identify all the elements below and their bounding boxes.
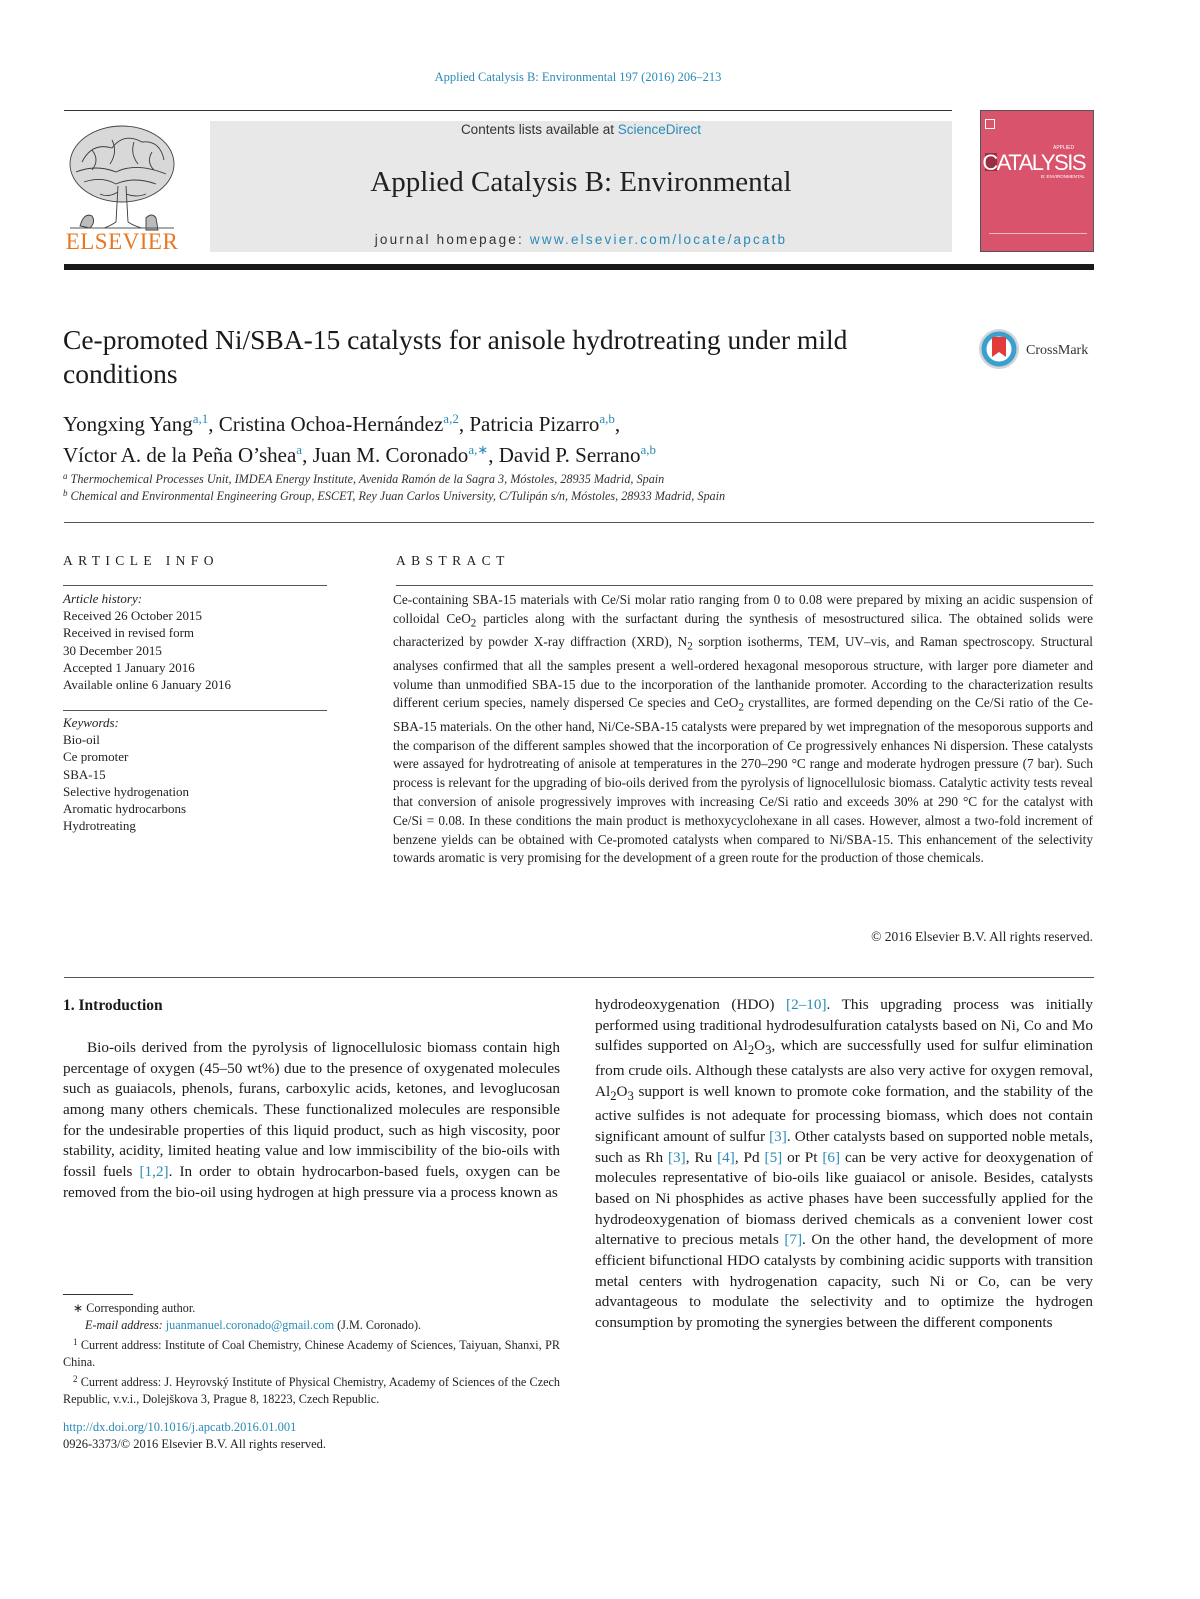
- email-link[interactable]: juanmanuel.coronado@gmail.com: [165, 1317, 335, 1332]
- chem-formula: N: [677, 634, 688, 650]
- crossmark-icon[interactable]: [978, 328, 1020, 370]
- footnotes: [63, 1300, 560, 1407]
- affiliation-text: Thermochemical Processes Unit, IMDEA Energy Institute, Avenida Ramón de la Sagra 3, Móstoles, 28935 Madrid, Spain: [70, 472, 665, 486]
- keyword-item: Ce promoter: [63, 749, 129, 765]
- keyword-item: Hydrotreating: [63, 818, 136, 834]
- homepage-line: [210, 232, 952, 247]
- journal-cover[interactable]: [980, 110, 1094, 252]
- cover-subtitle: B: ENVIRONMENTAL: [1041, 174, 1085, 179]
- article-history: [63, 590, 327, 693]
- chem-formula: CeO: [713, 695, 739, 711]
- citation-link[interactable]: [7]: [784, 1231, 803, 1249]
- footnote-text: (J.M. Coronado).: [334, 1317, 422, 1332]
- subscript: 2: [610, 1088, 617, 1103]
- body-text: . In order to obtain hydrocarbon-based fuels, oxygen can be removed from the bio-oil using hydrogen at high pressure via a process known as: [63, 1162, 560, 1201]
- footnote-mark: ∗: [73, 1301, 84, 1315]
- body-text: or Pt: [782, 1148, 823, 1166]
- abstract-segment: sorption isotherms, TEM, UV–vis, and Raman spectroscopy. Structural analyses confirmed that all the samples present a well-ordered hexagonal mesoporous structure, with larger pore diameter and volume than unmodified SBA-15 due to the incorporation of the lanthanide promoter. According to the characterization results different cerium species, namely dispersed Ce species and: [393, 634, 1093, 711]
- homepage-prefix: journal homepage:: [374, 232, 530, 247]
- subscript: 2: [747, 1043, 755, 1058]
- citation-link[interactable]: [3]: [769, 1128, 787, 1145]
- author-separator: ,: [302, 443, 313, 467]
- history-item: Received in revised form: [63, 625, 195, 641]
- title-block-rule: [64, 522, 1094, 523]
- affiliation-b: [63, 488, 1063, 504]
- subscript: 3: [627, 1088, 634, 1103]
- elsevier-wordmark: [62, 229, 182, 255]
- citation-link[interactable]: [3]: [668, 1148, 686, 1166]
- affiliation-mark: a: [63, 471, 68, 481]
- body-text: , which are successfully used for sulfur elimination from crude oils. Although these catalysts are also very active for oxygen removal, Al: [595, 1037, 1093, 1100]
- cover-title: CATALYSIS: [982, 150, 1085, 175]
- cover-applied-text: APPLIED: [1053, 145, 1075, 151]
- subscript: 2: [687, 640, 693, 653]
- body-text: , Ru: [685, 1148, 718, 1166]
- sciencedirect-link[interactable]: ScienceDirect: [617, 122, 702, 137]
- abstract-end-rule: [64, 977, 1094, 978]
- body-text: support is well known to promote coke formation, and the stability of the active sulfides is not adequate for processing biomass, which does not contain significant amount of sulfur: [595, 1082, 1093, 1145]
- author-separator: ,: [458, 412, 470, 436]
- citation-link[interactable]: [5]: [764, 1148, 783, 1166]
- footnote-email: [63, 1317, 560, 1334]
- article-info-heading: ARTICLE INFO: [63, 553, 219, 568]
- abstract-text: [393, 591, 1093, 868]
- body-right-column: [595, 995, 1093, 1334]
- article-title: Ce-promoted Ni/SBA-15 catalysts for anisole hydrotreating under mild conditions: [63, 324, 848, 389]
- chem-formula: CeO: [446, 610, 471, 626]
- author-name: Juan M. Coronado: [312, 443, 469, 467]
- affiliation-mark: b: [63, 488, 68, 498]
- footnote-text: Corresponding author.: [86, 1301, 196, 1315]
- history-item: Accepted 1 January 2016: [63, 659, 195, 675]
- keyword-item: Selective hydrogenation: [63, 783, 189, 799]
- body-text: , Pd: [734, 1148, 765, 1166]
- history-item: Available online 6 January 2016: [63, 677, 231, 693]
- history-item: Received 26 October 2015: [63, 608, 202, 624]
- email-label: E-mail address:: [85, 1317, 166, 1332]
- running-head[interactable]: Applied Catalysis B: Environmental 197 (2016) 206–213: [434, 70, 722, 84]
- author-affil-mark[interactable]: a,2: [443, 411, 459, 426]
- subscript: 2: [738, 701, 744, 714]
- issn-line: 0926-3373/© 2016 Elsevier B.V. All rights reserved.: [63, 1437, 327, 1451]
- keywords-list: [63, 714, 327, 834]
- citation-link[interactable]: [1,2]: [139, 1162, 169, 1180]
- abstract-heading: ABSTRACT: [396, 553, 510, 568]
- history-label: Article history:: [63, 591, 143, 606]
- body-text: Bio-oils derived from the pyrolysis of lignocellulosic biomass contain high percentage of oxygen (45–50 wt%) due to the presence of oxygenated molecules such as guaiacols, phenols, furans, carboxylic acids, ketones, and levoglucosan among many others chemicals. These functionalized molecules are responsible for the undesirable properties of this liquid product, such as high viscosity, poor stability, acidity, limited heating value and low immiscibility of the bio-oils with fossil fuels: [63, 1039, 560, 1180]
- affiliation-a: [63, 471, 1063, 487]
- abstract-segment: Ce-containing SBA-15 materials with Ce/Si molar ratio ranging from 0 to 0.08 were prepared by mixing an acidic suspension of colloidal: [393, 592, 1093, 626]
- body-text: O: [754, 1037, 766, 1055]
- footnote-corresponding: [63, 1300, 560, 1317]
- keyword-item: SBA-15: [63, 766, 106, 782]
- footnote-mark: 1: [73, 1336, 78, 1347]
- abstract-copyright: © 2016 Elsevier B.V. All rights reserved.: [871, 929, 1093, 944]
- header-rule: [64, 110, 952, 111]
- footnote-mark: 2: [73, 1373, 78, 1384]
- doi-link[interactable]: http://dx.doi.org/10.1016/j.apcatb.2016.01.001: [63, 1420, 297, 1434]
- cover-divider: [989, 233, 1087, 234]
- subscript: 2: [470, 617, 477, 630]
- author-separator: ,: [488, 443, 499, 467]
- contents-prefix: Contents lists available at: [460, 122, 618, 137]
- author-name: David P. Serrano: [498, 443, 641, 467]
- history-item: 30 December 2015: [63, 642, 162, 658]
- body-text: hydrodeoxygenation (HDO): [595, 996, 787, 1013]
- citation-link[interactable]: [4]: [717, 1148, 735, 1166]
- abstract-rule: [396, 585, 1093, 586]
- footnote-rule: [63, 1294, 133, 1295]
- abstract-segment: crystallites, are formed depending on the Ce/Si ratio of the Ce-SBA-15 materials. On the other hand, Ni/Ce-SBA-15 catalysts were prepared by wet impregnation of the mesoporous supports and the comparison of the different samples showed that the incorporation of Ce progressively enhances Ni dispersion. These catalysts were assayed for hydrotreating of anisole at temperatures in the 270–290 °C range and moderate hydrogen pressure (7 bar). Such process is relevant for the upgrading of bio-oils derived from the pyrolysis of lignocellulosic biomass. Catalytic activity tests reveal that conversion of anisole progressively improves with increasing Ce/Si ratio and exceeds 30% at 290 °C for the catalyst with Ce/Si = 0.08. In these conditions the main product is methoxycyclohexane in all cases. However, almost a two-fold increment of benzene yields can be obtained with Ce-promoted catalysts when compared to Ni/SBA-15. This enhancement of the selectivity towards aromatic is very promising for the development of a green route for the production of those chemicals.: [393, 695, 1093, 866]
- contents-line: [210, 122, 952, 137]
- author-affil-mark[interactable]: a: [296, 442, 303, 457]
- citation-link[interactable]: [2–10]: [786, 996, 827, 1013]
- subscript: 3: [765, 1043, 772, 1058]
- cover-emblem: [985, 119, 995, 129]
- body-text: . Other catalysts based on supported noble metals, such as Rh: [595, 1128, 1094, 1166]
- body-left-column: [63, 1038, 560, 1203]
- article-info-rule: [63, 585, 327, 586]
- body-text: . This upgrading process was initially performed using traditional hydrodesulfuration catalysts based on Ni, Co and Mo sulfides supported on Al: [595, 996, 1093, 1055]
- author-separator: ,: [208, 412, 219, 436]
- footnote-1: [63, 1334, 560, 1371]
- author-name: Patricia Pizarro: [469, 412, 600, 436]
- author-separator: ,: [614, 412, 621, 436]
- crossmark-label[interactable]: CrossMark: [1026, 343, 1089, 358]
- keyword-item: Aromatic hydrocarbons: [63, 801, 187, 817]
- author-name: Cristina Ochoa-Hernández: [218, 412, 444, 436]
- body-text: . On the other hand, the development of more efficient bifunctional HDO catalysts by combining acidic supports with transition metal centers with hydrogenation capacity, such Ni or Co, can be very advantageous to modulate the selectivity and to optimize the hydrogen consumption by promoting the synergies between the different components: [595, 1231, 1093, 1331]
- abstract-segment: particles along with the surfactant during the synthesis of mesostructured silica. The obtained solids were characterized by powder X-ray diffraction (XRD),: [393, 610, 1093, 650]
- citation-link[interactable]: [6]: [822, 1148, 841, 1166]
- author-affil-mark[interactable]: a,b: [640, 442, 656, 457]
- section-heading-introduction: 1. Introduction: [63, 997, 163, 1014]
- author-name: Yongxing Yang: [63, 412, 193, 436]
- author-affil-mark[interactable]: a,1: [192, 411, 209, 426]
- affiliation-text: Chemical and Environmental Engineering Group, ESCET, Rey Juan Carlos University, C/Tulipán s/n, Móstoles, 28933 Madrid, Spain: [70, 489, 726, 503]
- homepage-link[interactable]: www.elsevier.com/locate/apcatb: [529, 232, 788, 247]
- journal-title: Applied Catalysis B: Environmental: [370, 166, 792, 198]
- header-thick-rule: [64, 264, 1094, 270]
- footnote-2: [63, 1371, 560, 1408]
- keywords-label: Keywords:: [63, 715, 119, 730]
- author-affil-mark[interactable]: a,b: [599, 411, 615, 426]
- body-text: O: [616, 1082, 628, 1100]
- footnote-text: Current address: Institute of Coal Chemistry, Chinese Academy of Sciences, Taiyuan, Shanxi, PR China.: [63, 1337, 561, 1369]
- publisher-logo-text: ELSEVIER: [65, 229, 179, 254]
- author-name: Víctor A. de la Peña O’shea: [63, 443, 297, 467]
- keyword-item: Bio-oil: [63, 732, 100, 748]
- body-text: can be very active for deoxygenation of molecules representative of bio-oils like guaiacol or anisole. Besides, catalysts based on Ni phosphides as active phases have been successfully applied for the hydrodeoxygenation of biomass derived chemicals as a convenient lower cost alternative to precious metals: [595, 1148, 1093, 1249]
- author-affil-mark[interactable]: a,∗: [468, 442, 489, 457]
- footnote-text: Current address: J. Heyrovský Institute of Physical Chemistry, Academy of Sciences of the Czech Republic, v.v.i., Dolejškova 3, Prague 8, 18223, Czech Republic.: [63, 1374, 561, 1406]
- author-list: [63, 406, 1063, 468]
- keywords-rule: [63, 710, 327, 711]
